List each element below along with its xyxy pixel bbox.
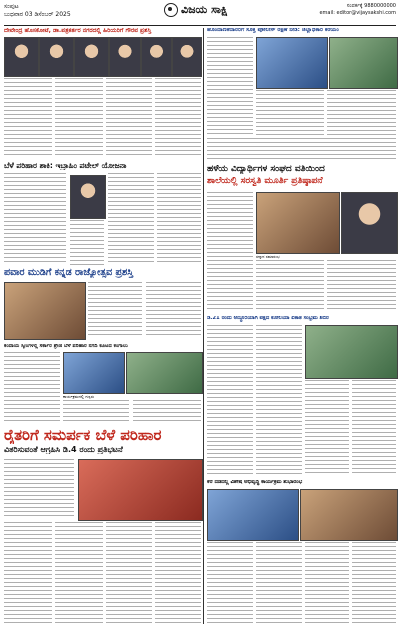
portrait-photo-2 xyxy=(39,37,74,77)
masthead xyxy=(4,3,396,26)
volume-label: ಸಂಪುಟ xyxy=(4,3,19,10)
article-column xyxy=(256,90,324,135)
article-column xyxy=(133,400,201,422)
portrait-photo-patil xyxy=(70,175,106,219)
crowd-photo xyxy=(329,37,398,89)
headline-dec21-camp: ಡಿ.21 ರಂದು ಅದ್ಧೂರಿಯಾಗಿ ಪಕ್ಷದ ಕೋಲಿಯಾ ಏಕಾತ ಸಂಭ್ರಮ ಶಿಬಿರ xyxy=(207,316,329,321)
article-column xyxy=(106,522,152,624)
article-column xyxy=(4,459,74,519)
portrait-photo-1 xyxy=(4,37,39,77)
portrait-photo-3 xyxy=(74,37,109,77)
camp-photo xyxy=(305,325,398,379)
guest-portrait xyxy=(341,192,398,254)
photo-caption: ಸನ್ಮಾನ ಸಮಾರಂಭ xyxy=(256,254,280,259)
column-divider xyxy=(203,28,204,624)
article-column xyxy=(55,522,103,624)
contact-email: email: editor@vijaysakshi.com xyxy=(319,10,396,16)
article-column xyxy=(155,78,201,156)
subheadline-farmers-protest: ವಿತರಿಸುವಂತೆ ಆಗ್ರಹಿಸಿ ಡಿ.4 ರಂದು ಪ್ರತಿಭಟನೆ xyxy=(4,446,123,454)
article-column xyxy=(207,542,253,624)
award-ceremony-photo xyxy=(4,282,86,340)
article-column xyxy=(4,352,60,422)
inauguration-photo xyxy=(300,489,398,541)
portrait-photo-5 xyxy=(141,37,172,77)
contact-phone: ಸಂಪರ್ಕಕ್ಕೆ 9880000000 xyxy=(346,3,396,9)
newspaper-logo xyxy=(164,3,228,17)
article-column xyxy=(207,325,253,475)
issue-info xyxy=(4,3,71,19)
headline-farmers: ರೈತರಿಗೆ ಸಮರ್ಪಕ ಬೆಳೆ ಪರಿಹಾರ xyxy=(4,428,162,444)
headline-alumni: ಹಳೆಯ ವಿದ್ಯಾರ್ಥಿಗಳ ಸಂಘದ ವತಿಯಿಂದ xyxy=(207,165,325,174)
headline-crop-compensation: ಬೆಳೆ ಪರಿಹಾರ ಶಾಕಿ: ಇಬ್ರಾಹಿಂ ಪಟೇಲ್ ಯೋಜನಾ xyxy=(4,162,127,170)
article-column xyxy=(256,260,324,312)
headline-saraswati-idol: ಶಾಲೆಯಲ್ಲಿ ಸರಸ್ವತಿ ಮೂರ್ತಿ ಪ್ರತಿಷ್ಠಾಪನೆ xyxy=(207,177,323,186)
article-column xyxy=(4,78,52,156)
officials-photo xyxy=(256,37,328,89)
headline-lake-development: ಕೆರೆ ದಡದಲ್ಲಿ ವಿಶೇಷ ಅಭಿವೃದ್ಧಿ ಕಾರ್ಯಕ್ರಮ ಶುಭಾರಂಭ xyxy=(207,480,303,485)
article-column xyxy=(352,380,396,475)
article-column xyxy=(207,192,253,312)
article-column xyxy=(4,173,66,265)
logo-text: ವಿಜಯ ಸಾಕ್ಷಿ xyxy=(181,3,228,16)
headline-police-protection: ಹೊಂದಾಣಿಕೆದಾರರಿಗೆ ಸೂಕ್ತ ಪೋಲೀಸ್ ರಕ್ಷಣೆ ನೀಡಿ: ಜಿಲ್ಲಾಧಿಕಾರಿ ಕರೆಯಂ xyxy=(207,28,339,33)
article-column xyxy=(207,37,253,135)
article-column xyxy=(327,260,396,312)
article-column xyxy=(256,542,302,624)
article-column xyxy=(63,400,129,422)
article-column xyxy=(88,282,142,338)
headline-kannada-award: ಪವಾರ ಮುಡಿಗೆ ಕನ್ನಡ ರಾಜ್ಯೋತ್ಸವ ಪ್ರಶಸ್ತಿ xyxy=(4,268,134,278)
headline-revenue: ಕಂದಾಯ ಸ್ಕೀಂಗಳಲ್ಲಿ ಸರ್ಕಾರ ಶ್ರೇಣಿ ಬೆಳೆ ಪರಿಹಾರ ನಗದಿ ಕೂಟದ ಕಂಗಾಲು xyxy=(4,344,128,349)
article-column xyxy=(305,380,349,475)
lake-photo xyxy=(207,489,299,541)
protest-photo xyxy=(78,459,203,521)
article-column xyxy=(352,542,396,624)
article-column xyxy=(4,522,52,624)
article-column xyxy=(155,522,201,624)
article-column xyxy=(305,542,349,624)
logo-emblem-icon xyxy=(164,3,178,17)
photo-caption: ಕಾರ್ಯಕ್ರಮದಲ್ಲಿ ಗಣ್ಯರು xyxy=(63,394,95,399)
article-column xyxy=(70,220,104,265)
headline-award: ದೇವೇಂದ್ರ ಹೊಸಕೋಟೆ, ಡಾ.ಪತ್ರಕರ್ತರ ನಗರದಲ್ಲಿ ಹಿರಿಯರಿಗೆ ಗೌರವ ಪ್ರಶಸ್ತಿ xyxy=(4,28,152,34)
portrait-photo-4 xyxy=(109,37,141,77)
portrait-photo-6 xyxy=(172,37,202,77)
article-column xyxy=(157,173,201,265)
article-column xyxy=(327,90,396,135)
issue-date: ಬುಧವಾರ 03 ಡಿಸೆಂಬರ್ 2025 xyxy=(4,11,71,18)
idol-installation-photo xyxy=(256,192,340,254)
article-column xyxy=(256,325,302,475)
article-column xyxy=(146,282,201,338)
article-column xyxy=(106,78,152,156)
article-column xyxy=(55,78,103,156)
article-column xyxy=(108,173,154,265)
group-photo xyxy=(126,352,203,394)
article-column xyxy=(207,138,396,162)
contact-info xyxy=(319,3,396,17)
meeting-photo xyxy=(63,352,125,394)
